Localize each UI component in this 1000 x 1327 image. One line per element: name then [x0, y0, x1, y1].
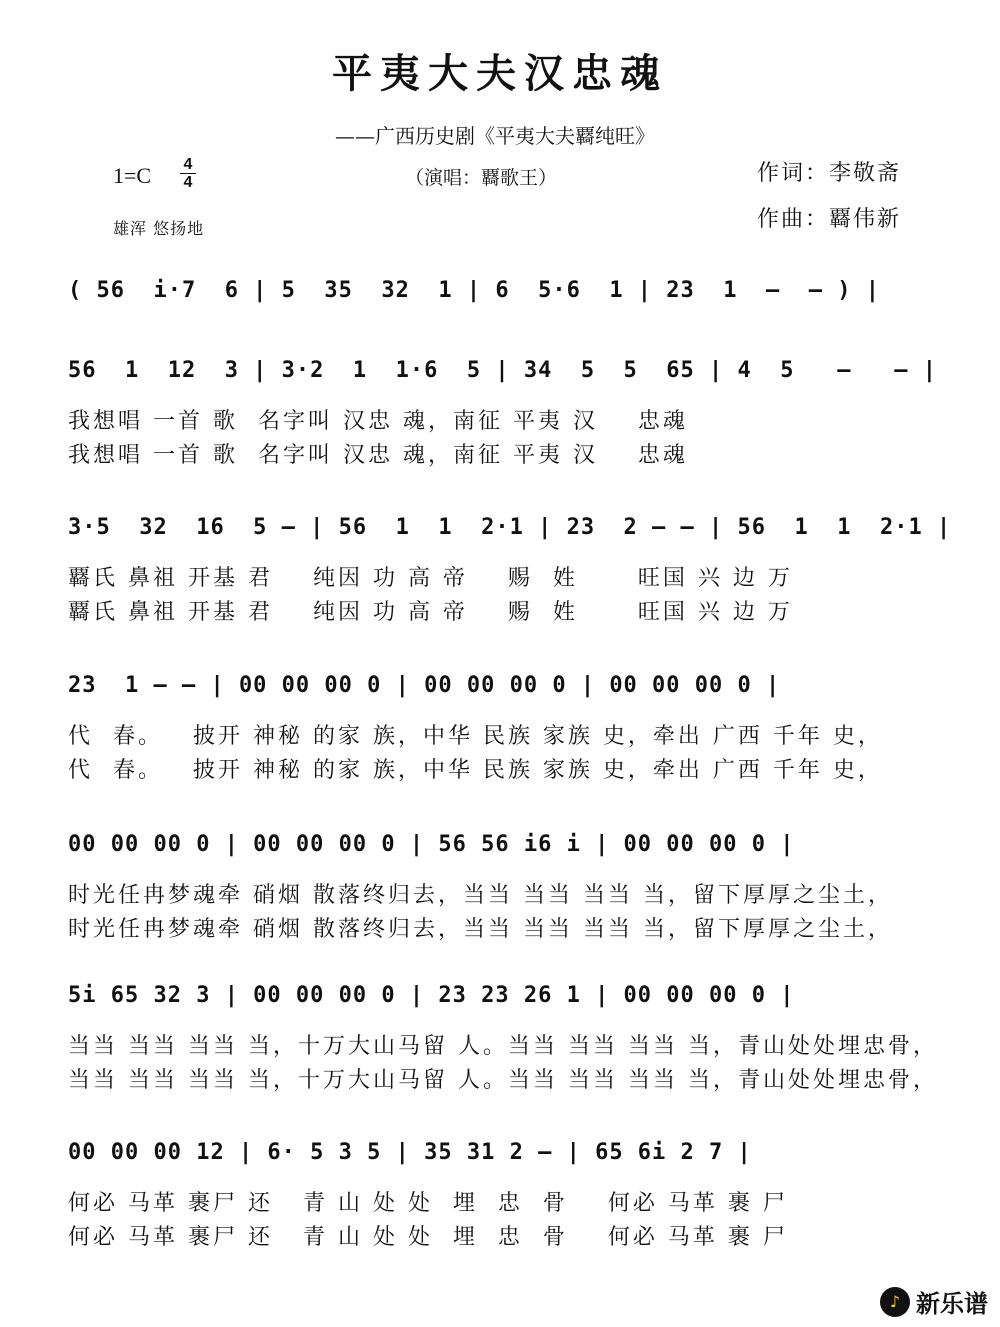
notation-line: 3·5 32 16 5 – | 56 1 1 2·1 | 23 2 – – | 56 1 1 2·1 |: [68, 515, 952, 540]
time-signature: [180, 156, 196, 191]
singer-credit: （演唱：覉歌王）: [405, 167, 558, 189]
tempo-marking: 雄浑 悠扬地: [113, 219, 205, 238]
lyric-verse-2: 覉氏 鼻祖 开基 君 纯因 功 高 帝 赐 姓 旺国 兴 边 万: [68, 600, 793, 625]
lyric-verse-1: 当当 当当 当当 当，十万大山马留 人。当当 当当 当当 当，青山处处埋忠骨，: [68, 1034, 938, 1059]
notation-line: 5i 65 32 3 | 00 00 00 0 | 23 23 26 1 | 00 00 00 0 |: [68, 983, 795, 1008]
notation-line: ( 56 i·7 6 | 5 35 32 1 | 6 5·6 1 | 23 1 – – ) |: [68, 278, 880, 303]
subtitle: ——广西历史剧《平夷大夫覉纯旺》: [335, 124, 655, 148]
lyric-verse-1: 何必 马革 裹尸 还 青 山 处 处 埋 忠 骨 何必 马革 裹 尸: [68, 1191, 788, 1216]
watermark-logo: [880, 1284, 988, 1319]
lyric-verse-2: 代 春。 披开 神秘 的家 族，中华 民族 家族 史，牵出 广西 千年 史，: [68, 758, 883, 783]
score-system-3: [0, 515, 1000, 635]
key-signature: 1=C: [113, 163, 152, 188]
lyric-verse-1: 时光任冉梦魂牵 硝烟 散落终归去，当当 当当 当当 当，留下厚厚之尘土，: [68, 883, 893, 908]
time-signature-denominator: 4: [183, 174, 193, 191]
score-system-6: [0, 983, 1000, 1103]
notation-line: 56 1 12 3 | 3·2 1 1·6 5 | 34 5 5 65 | 4 5 – – |: [68, 358, 937, 383]
watermark-text: 新乐谱: [916, 1290, 988, 1318]
score-system-2: [0, 358, 1000, 478]
lyric-verse-2: 当当 当当 当当 当，十万大山马留 人。当当 当当 当当 当，青山处处埋忠骨，: [68, 1068, 938, 1093]
lyric-verse-1: 覉氏 鼻祖 开基 君 纯因 功 高 帝 赐 姓 旺国 兴 边 万: [68, 566, 793, 591]
composer-credit: 作曲：覉伟新: [757, 207, 902, 232]
score-system-4: [0, 673, 1000, 793]
lyric-verse-2: 我想唱 一首 歌 名字叫 汉忠 魂，南征 平夷 汉 忠魂: [68, 443, 688, 468]
notation-line: 23 1 – – | 00 00 00 0 | 00 00 00 0 | 00 00 00 0 |: [68, 673, 781, 698]
lyricist-credit: 作词：李敬斋: [757, 161, 902, 186]
notation-line: 00 00 00 0 | 00 00 00 0 | 56 56 i6 i | 00 00 00 0 |: [68, 832, 795, 857]
notation-line: 00 00 00 12 | 6· 5 3 5 | 35 31 2 – | 65 6i 2 7 |: [68, 1140, 752, 1165]
song-title: 平夷大夫汉忠魂: [332, 50, 668, 97]
time-signature-numerator: 4: [180, 156, 196, 174]
lyric-verse-2: 何必 马革 裹尸 还 青 山 处 处 埋 忠 骨 何必 马革 裹 尸: [68, 1225, 788, 1250]
music-note-icon: ♪: [880, 1287, 910, 1317]
score-system-5: [0, 832, 1000, 952]
lyric-verse-1: 我想唱 一首 歌 名字叫 汉忠 魂，南征 平夷 汉 忠魂: [68, 409, 688, 434]
lyric-verse-1: 代 春。 披开 神秘 的家 族，中华 民族 家族 史，牵出 广西 千年 史，: [68, 724, 883, 749]
lyric-verse-2: 时光任冉梦魂牵 硝烟 散落终归去，当当 当当 当当 当，留下厚厚之尘土，: [68, 917, 893, 942]
score-system-7: [0, 1140, 1000, 1260]
